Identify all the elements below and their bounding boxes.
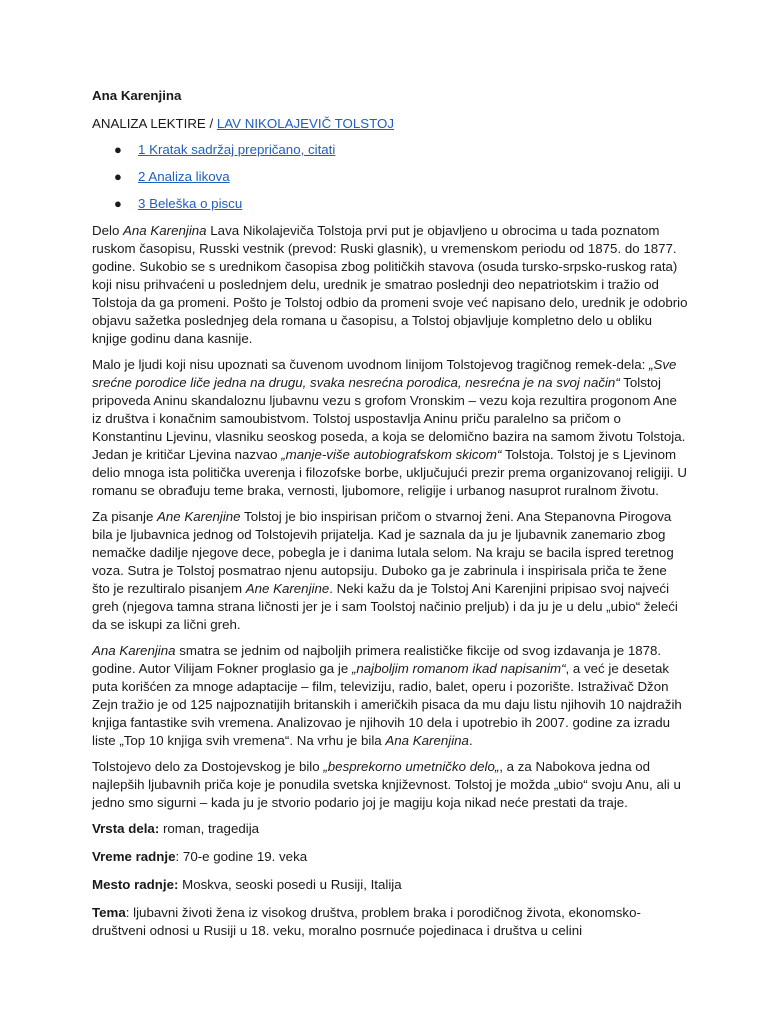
subtitle-prefix: ANALIZA LEKTIRE / bbox=[92, 116, 217, 131]
meta-genre: Vrsta dela: roman, tragedija bbox=[92, 821, 260, 836]
bullet-icon: ● bbox=[114, 169, 122, 184]
document-title: Ana Karenjina bbox=[92, 88, 182, 103]
toc-link-summary[interactable]: 1 Kratak sadržaj prepričano, citati bbox=[138, 142, 336, 157]
table-of-contents bbox=[92, 141, 688, 213]
meta-place: Mesto radnje: Moskva, seoski posedi u Rusiji, Italija bbox=[92, 877, 402, 892]
toc-item bbox=[114, 141, 688, 159]
toc-link-author-note[interactable]: 3 Beleška o piscu bbox=[138, 196, 243, 211]
toc-link-characters[interactable]: 2 Analiza likova bbox=[138, 169, 230, 184]
author-link[interactable]: LAV NIKOLAJEVIČ TOLSTOJ bbox=[216, 116, 395, 131]
meta-time: Vreme radnje: 70-e godine 19. veka bbox=[92, 849, 308, 864]
paragraph-praise: Tolstojevo delo za Dostojevskog je bilo „besprekorno umetničko delo„, a za Nabokova jedna od najlepših ljubavnih priča koje je ponudila svetska književnost. Tolstoj je možda „ubio“ svoju Anu, ali u jedno smo sigurni – kada ju je stvorio podario joj je magiju koja nikad neće prestati da traje. bbox=[92, 759, 681, 810]
bullet-icon: ● bbox=[114, 142, 122, 157]
meta-theme: Tema: ljubavni životi žena iz visokog društva, problem braka i porodičnog života, ekonomsko-društveni odnosi u Rusiji u 18. veku, moralno posrnuće pojedinaca i društva u celini bbox=[92, 905, 641, 938]
document-subtitle bbox=[92, 115, 688, 133]
toc-item bbox=[114, 195, 688, 213]
toc-item bbox=[114, 168, 688, 186]
paragraph-publication: Delo Ana Karenjina Lava Nikolajeviča Tolstoja prvi put je objavljeno u obrocima u tada poznatom ruskom časopisu, Russki vestnik (prevod: Ruski glasnik), u vremenskom periodu od 1875. do 1877. godine. Sukobio se s urednikom časopisa zbog političkih stavova (osuda tursko-srpsko-ruskog rata) koji nisu prihvaćeni u poslednjem delu, urednik je smatrao poslednji deo nepatriotskim i tražio od Tolstoja da ga promeni. Pošto je Tolstoj odbio da promeni svoje već napisano delo, urednik je odobrio objavu sažetka poslednjeg dela romana u časopisu, a Tolstoj objavljuje kompletno delo u obliku knjige godinu dana kasnije. bbox=[92, 223, 688, 346]
bullet-icon: ● bbox=[114, 196, 122, 211]
paragraph-inspiration: Za pisanje Ane Karenjine Tolstoj je bio inspirisan pričom o stvarnoj ženi. Ana Stepanovna Pirogova bila je ljubavnica jednog od Tolstojevih prijatelja. Kad je saznala da ju je ljubavnik zanemario zbog nemačke dadilje njegove dece, pobegla je i danima lutala selom. Na kraju se bacila ispred teretnog voza. Sutra je Tolstoj posmatrao njenu autopsiju. Duboko ga je zabrinula i inspirisala priča te žene što je rezultiralo pisanjem Ane Karenjine. Neki kažu da je Tolstoj Ani Karenjini pripisao svoj najveći greh (njegova tamna strana ličnosti jer je i sam Toolstoj načinio preljub) i da ju je u delu „ubio“ želeći da se iskupi za lični greh. bbox=[92, 509, 678, 632]
paragraph-plot: Malo je ljudi koji nisu upoznati sa čuvenom uvodnom linijom Tolstojevog tragičnog remek-dela: „Sve srećne porodice liče jedna na drugu, svaka nesrećna porodica, nesrećna je na svoj način“ Tolstoj pripoveda Aninu skandaloznu ljubavnu vezu s grofom Vronskim – vezu koja rezultira progonom Ane iz društva i konačnim samoubistvom. Tolstoj uspostavlja Aninu priču paralelno sa pričom o Konstantinu Ljevinu, vlasniku seoskog poseda, a koja se delomično bazira na samom životu Tolstoja. Jedan je kritičar Ljevina nazvao „manje-više autobiografskom skicom“ Tolstoja. Tolstoj je s Ljevinom delio mnoga ista politička uverenja i filozofske borbe, uključujući prezir prema organizovanoj religiji. U romanu se obrađuju teme braka, vernosti, ljubomore, religije i urbanog nasuprot ruralnom životu. bbox=[92, 357, 687, 498]
paragraph-reception: Ana Karenjina smatra se jednim od najboljih primera realističke fikcije od svog izdavanja je 1878. godine. Autor Vilijam Fokner proglasio ga je „najboljim romanom ikad napisanim“, a već je desetak puta korišćen za mnoge adaptacije – film, televiziju, radio, balet, operu i pozorište. Istraživač Džon Zejn tražio je od 125 najpoznatijih britanskih i američkih pisaca da mu daju listu njihovih 10 najdražih knjiga fantastike svih vremena. Analizovao je njihovih 10 dela i upotrebio ih 2007. godine za izradu liste „Top 10 knjiga svih vremena“. Na vrhu je bila Ana Karenjina. bbox=[92, 643, 682, 748]
